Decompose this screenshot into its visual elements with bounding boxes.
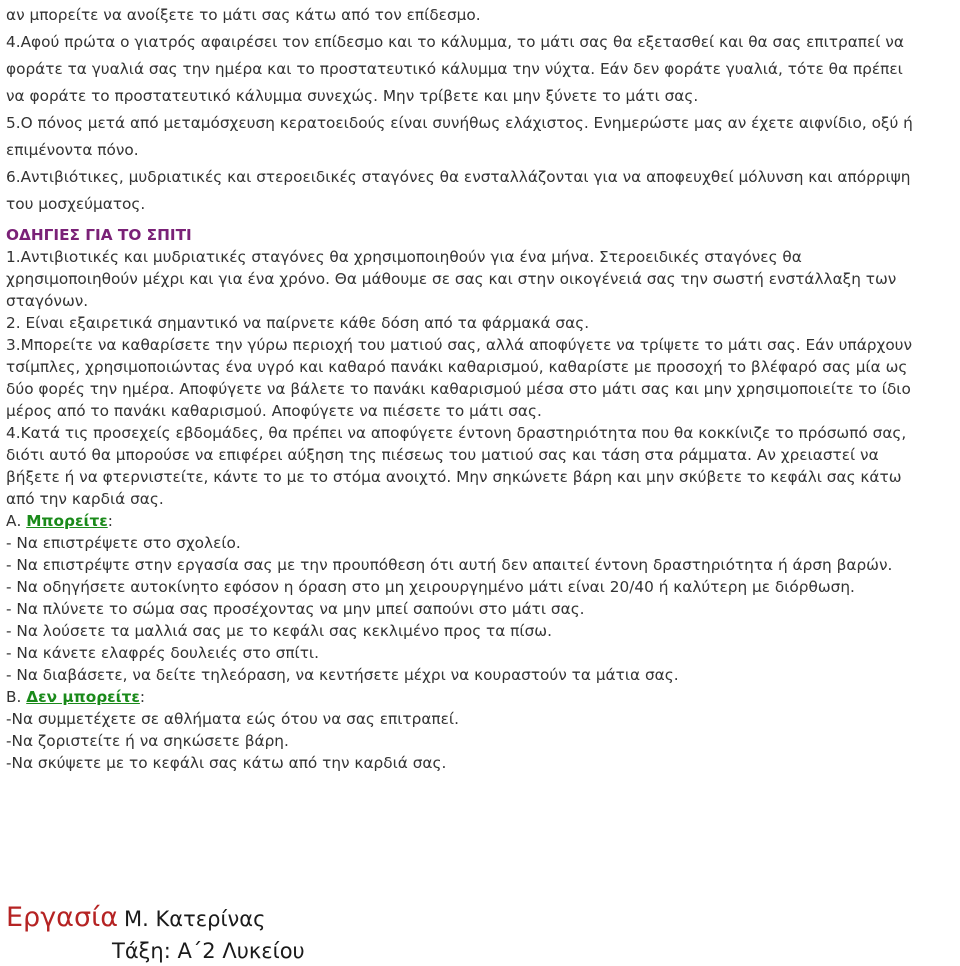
text-line: διότι αυτό θα μπορούσε να επιφέρει αύξηση της πιέσεως του ματιού σας και τάση στα ράμματα. Αν χρειαστεί να (6, 446, 879, 464)
document-body (6, 2, 954, 774)
text-line: 2. Είναι εξαιρετικά σημαντικό να παίρνετε κάθε δόση από τα φάρμακά σας. (6, 314, 590, 332)
list-item: - Να επιστρέψετε στο σχολείο. (6, 534, 241, 552)
footer-author: Μ. Κατερίνας (124, 907, 266, 931)
footer-line-author (6, 900, 305, 936)
instructions-part1 (6, 2, 954, 218)
list-item: - Να πλύνετε το σώμα σας προσέχοντας να μην μπεί σαπούνι στο μάτι σας. (6, 600, 585, 618)
list-item: - Να διαβάσετε, να δείτε τηλεόραση, να κεντήσετε μέχρι να κουραστούν τα μάτια σας. (6, 666, 679, 684)
section-b-prefix: Β. (6, 688, 27, 706)
text-line: από την καρδιά σας. (6, 490, 164, 508)
home-instructions-heading: ΟΔΗΓΙΕΣ ΓΙΑ ΤΟ ΣΠΙΤΙ (6, 226, 192, 244)
text-line: 4.Κατά τις προσεχείς εβδομάδες, θα πρέπει να αποφύγετε έντονη δραστηριότητα που θα κοκκίνιζε το πρόσωπό σας, (6, 424, 907, 442)
text-line: φοράτε τα γυαλιά σας την ημέρα και το προστατευτικό κάλυμμα την νύχτα. Εάν δεν φοράτε γυαλιά, τότε θα πρέπει (6, 60, 903, 78)
list-item: -Να σκύψετε με το κεφάλι σας κάτω από την καρδιά σας. (6, 754, 447, 772)
text-line: αν μπορείτε να ανοίξετε το μάτι σας κάτω από τον επίδεσμο. (6, 6, 481, 24)
list-item: -Να ζοριστείτε ή να σηκώσετε βάρη. (6, 732, 289, 750)
text-line: τσίμπλες, χρησιμοποιώντας ένα υγρό και καθαρό πανάκι καθαρισμού, καθαρίστε με προσοχή το βλέφαρό σας μία ως (6, 358, 908, 376)
home-instructions (6, 224, 954, 774)
text-line: μέρος από το πανάκι καθαρισμού. Αποφύγετε να πιέσετε το μάτι σας. (6, 402, 542, 420)
footer-label: Εργασία (6, 902, 119, 933)
section-b-title (6, 686, 954, 708)
text-line: χρησιμοποιηθούν μέχρι και για ένα χρόνο. Θα μάθουμε σε σας και στην οικογένειά σας την σωστή ενστάλλαξη των (6, 270, 897, 288)
text-line: 6.Αντιβιότικες, μυδριατικές και στεροειδικές σταγόνες θα ενσταλλάζονται για να αποφευχθεί μόλυνση και απόρριψη (6, 168, 911, 186)
footer-class: Τάξη: Α΄2 Λυκείου (112, 939, 305, 963)
text-line: επιμένοντα πόνο. (6, 141, 139, 159)
list-item: - Να λούσετε τα μαλλιά σας με το κεφάλι σας κεκλιμένο προς τα πίσω. (6, 622, 552, 640)
text-line: δύο φορές την ημέρα. Αποφύγετε να βάλετε το πανάκι καθαρισμού μέσα στο μάτι σας και μην χρησιμοποιείτε το ίδιο (6, 380, 911, 398)
text-line: 5.Ο πόνος μετά από μεταμόσχευση κερατοειδούς είναι συνήθως ελάχιστος. Ενημερώστε μας αν έχετε αιφνίδιο, οξύ ή (6, 114, 913, 132)
section-a-label: Μπορείτε (26, 512, 108, 530)
section-a-title (6, 510, 954, 532)
text-line: 3.Μπορείτε να καθαρίσετε την γύρω περιοχή του ματιού σας, αλλά αποφύγετε να τρίψετε το μάτι σας. Εάν υπάρχουν (6, 336, 913, 354)
text-line: 4.Αφού πρώτα ο γιατρός αφαιρέσει τον επίδεσμο και το κάλυμμα, το μάτι σας θα εξετασθεί και θα σας επιτραπεί να (6, 33, 904, 51)
text-line: σταγόνων. (6, 292, 89, 310)
section-b-label: Δεν μπορείτε (26, 688, 140, 706)
section-a-colon: : (107, 512, 113, 530)
section-b-colon: : (139, 688, 146, 706)
text-line: του μοσχεύματος. (6, 195, 146, 213)
list-item: -Να συμμετέχετε σε αθλήματα εώς ότου να σας επιτραπεί. (6, 710, 459, 728)
text-line: βήξετε ή να φτερνιστείτε, κάντε το με το στόμα ανοιχτό. Μην σηκώνετε βάρη και μην σκύβετε το κεφάλι σας κάτω (6, 468, 902, 486)
section-a-prefix: Α. (6, 512, 27, 530)
list-item: - Να επιστρέψτε στην εργασία σας με την προυπόθεση ότι αυτή δεν απαιτεί έντονη δραστηριότητα ή άρση βαρών. (6, 556, 893, 574)
list-item: - Να κάνετε ελαφρές δουλειές στο σπίτι. (6, 644, 319, 662)
footer (6, 900, 305, 966)
text-line: να φοράτε το προστατευτικό κάλυμμα συνεχώς. Μην τρίβετε και μην ξύνετε το μάτι σας. (6, 87, 699, 105)
text-line: 1.Αντιβιοτικές και μυδριατικές σταγόνες θα χρησιμοποιηθούν για ένα μήνα. Στεροειδικές σταγόνες θα (6, 248, 802, 266)
list-item: - Να οδηγήσετε αυτοκίνητο εφόσον η όραση στο μη χειρουργημένο μάτι είναι 20/40 ή καλύτερη με διόρθωση. (6, 578, 855, 596)
